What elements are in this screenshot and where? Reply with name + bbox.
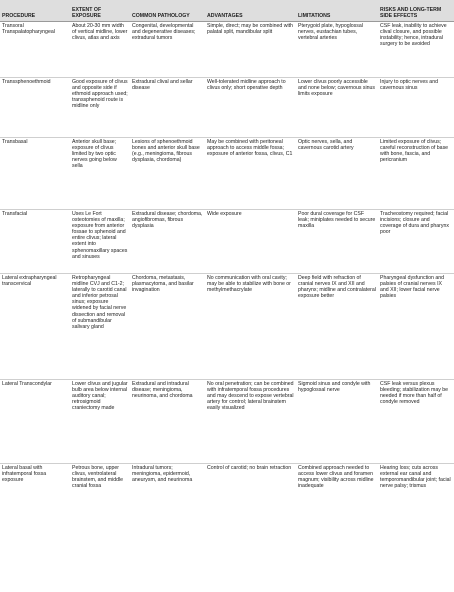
cell-advantages: No communication with oral cavity; may be able to stabilize with bone or methylmethacrylate	[205, 274, 296, 380]
cell-risks: Tracheostomy required; facial incisions; closure and coverage of dura and pharynx poor	[378, 210, 454, 274]
cell-advantages: Simple, direct; may be combined with palatal split, mandibular split	[205, 22, 296, 78]
cell-exposure: Retropharyngeal midline CVJ and C1-2; laterally to carotid canal and inferior petrosal sinus; exposure widened by facial nerve dissection and removal of submandibular salivary gland	[70, 274, 130, 380]
cell-exposure: Petrous bone, upper clivus, ventrolateral brainstem, and middle cranial fossa	[72, 465, 124, 490]
cell-procedure: Lateral Transcondylar	[0, 380, 70, 464]
cell-advantages: Control of carotid; no brain retraction	[207, 465, 292, 471]
cell-procedure: Lateral basal with infratemporal fossa exposure	[2, 465, 47, 484]
header-common-pathology: COMMON PATHOLOGY	[130, 0, 205, 22]
header-extent-of-exposure: EXTENT OF EXPOSURE	[70, 0, 130, 22]
cell-risks: Injury to optic nerves and cavernous sinus	[378, 78, 454, 138]
cell-exposure: Lower clivus and jugular bulb area below internal auditory canal; retrosigmoid craniectomy made	[70, 380, 130, 464]
table-row	[0, 210, 454, 274]
header-risks: RISKS AND LONG-TERM SIDE EFFECTS	[378, 0, 454, 22]
cell-procedure: Transsphenoethmoid	[0, 78, 70, 138]
cell-procedure: Transoral Transpalatopharyngeal	[0, 22, 70, 78]
cell-exposure: About 20-30 mm width of vertical midline, lower clivus, atlas and axis	[70, 22, 130, 78]
cell-procedure: Transfacial	[0, 210, 70, 274]
cell-limitations: Sigmoid sinus and condyle with hypoglossal nerve	[296, 380, 378, 464]
cell-risks: Limited exposure of clivus; careful reconstruction of base with bone, fascia, and pericranium	[378, 138, 454, 210]
cell-procedure: Lateral extrapharyngeal transcervical	[0, 274, 70, 380]
header-limitations: LIMITATIONS	[296, 0, 378, 22]
cell-pathology: Extradural clival and sellar disease	[130, 78, 205, 138]
header-advantages: ADVANTAGES	[205, 0, 296, 22]
cell-advantages: Well-tolerated midline approach to clivus only; short operative depth	[205, 78, 296, 138]
table-row	[0, 274, 454, 380]
cell-pathology: Lesions of sphenoethmoid bones and anterior skull base (e.g., meningioma, fibrous dysplasia, chordoma)	[130, 138, 205, 210]
cell-pathology: Extradural and intradural disease; meningioma, neurinoma, and chordoma	[130, 380, 205, 464]
table-header	[0, 0, 454, 22]
cell-risks: CSF leak versus plexus bleeding; stabilization may be needed if more than half of condyle removed	[378, 380, 454, 464]
cell-advantages: No oral penetration; can be combined with infratemporal fossa procedures and may descend to expose vertebral artery for control; lateral brainstem easily visualized	[205, 380, 296, 464]
header-row	[0, 0, 454, 22]
table-row	[0, 78, 454, 138]
table-body	[0, 22, 454, 580]
cell-limitations: Pterygoid plate, hypoglossal nerves, eustachian tubes, vertebral arteries	[296, 22, 378, 78]
cell-advantages: May be combined with peritoneal approach to access middle fossa; exposure of anterior fossa, clivus, C1	[205, 138, 296, 210]
cell-limitations: Poor dural coverage for CSF leak; miniplates needed to secure maxilla	[296, 210, 378, 274]
cell-risks: Pharyngeal dysfunction and palsies of cranial nerves IX and XII; lower facial nerve palsies	[378, 274, 454, 380]
cell-pathology: Extradural disease; chordoma, angiofibromas, fibrous dysplasia	[130, 210, 205, 274]
table-row	[0, 380, 454, 464]
cell-exposure: Uses Le Fort osteotomies of maxilla; exposure from anterior fossae to sphenoid and entire clivus; lateral extent into sphenomaxillary spaces and sinuses	[70, 210, 130, 274]
cell-limitations: Deep field with refraction of cranial nerves IX and XII and pharynx; midline and contralateral exposure better	[296, 274, 378, 380]
cell-exposure: Good exposure of clivus and opposite side if ethmoid approach used; transsphenoid route is midline only	[70, 78, 130, 138]
cell-pathology: Intradural tumors; meningioma, epidermoid, aneurysm, and neurinoma	[132, 465, 193, 484]
cell-risks: CSF leak, inability to achieve clival closure, and possible instability; hence, intradural surgery to be avoided	[378, 22, 454, 78]
cell-procedure: Transbasal	[0, 138, 70, 210]
table-row	[0, 22, 454, 78]
header-procedure: PROCEDURE	[0, 0, 70, 22]
cell-pathology: Congenital, developmental and degenerative diseases; extradural tumors	[130, 22, 205, 78]
table-row	[0, 464, 454, 580]
cell-pathology: Chordoma, metastasis, plasmacytoma, and basilar invagination	[130, 274, 205, 380]
table-row	[0, 138, 454, 210]
cell-limitations: Optic nerves, sella, and cavernous carotid artery	[296, 138, 378, 210]
cell-advantages: Wide exposure	[205, 210, 296, 274]
cell-limitations: Lower clivus poorly accessible and none below; cavernous sinus limits exposure	[296, 78, 378, 138]
cell-exposure: Anterior skull base; exposure of clivus limited by two optic nerves going below sella	[70, 138, 130, 210]
cell-risks: Hearing loss; cuts across external ear canal and temporomandibular joint; facial nerve palsy; trismus	[380, 465, 451, 490]
cell-limitations: Combined approach needed to access lower clivus and foramen magnum; visibility across midline inadequate	[298, 465, 374, 490]
